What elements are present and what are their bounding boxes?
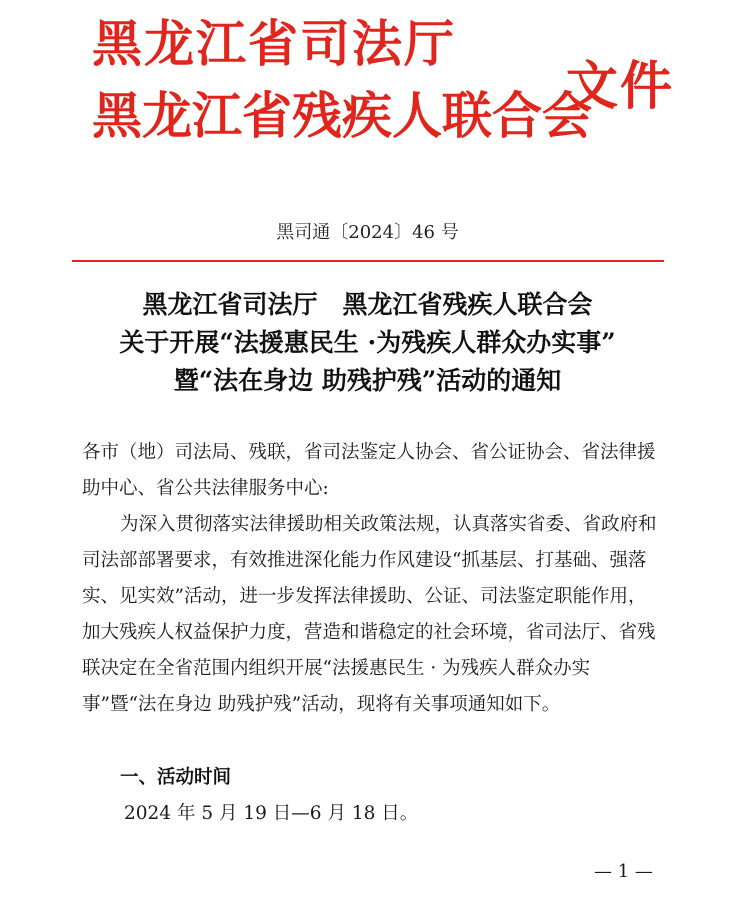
notice-title-line-3: 暨“法在身边 助残护残”活动的通知: [173, 366, 562, 395]
header-divider: [72, 260, 664, 262]
document-number: 黑司通〔2024〕46 号: [276, 222, 459, 243]
issuing-org-justice-department: 黑龙江省司法厅: [92, 14, 456, 73]
section-content: 2024 年 5 月 19 日—6 月 18 日。: [124, 803, 419, 824]
notice-title-line-1: 黑龙江省司法厅 黑龙江省残疾人联合会: [142, 290, 593, 319]
page-number: — 1 —: [594, 861, 653, 882]
notice-title-line-2: 关于开展“法援惠民生 ·为残疾人群众办实事”: [119, 328, 616, 357]
issuing-org-disabled-persons-federation: 黑龙江省残疾人联合会: [92, 86, 592, 145]
document-label: 文件: [566, 56, 675, 117]
salutation: 各市（地）司法局、残联，省司法鉴定人协会、省公证协会、省法律援助中心、省公共法律服务中心:: [82, 442, 656, 499]
section-heading: 一、活动时间: [120, 767, 232, 788]
body-paragraph: 为深入贯彻落实法律援助相关政策法规，认真落实省委、省政府和司法部部署要求，有效推进深化能力作风建设“抓基层、打基础、强落实、见实效”活动，进一步发挥法律援助、公证、司法鉴定职能作用，加大残疾人权益保护力度，营造和谐稳定的社会环境，省司法厅、省残联决定在全省范围内组织开展“法援惠民生 · 为残疾人群众办实事”暨“法在身边 助残护残”活动，现将有关事项通知如下。: [82, 514, 657, 715]
